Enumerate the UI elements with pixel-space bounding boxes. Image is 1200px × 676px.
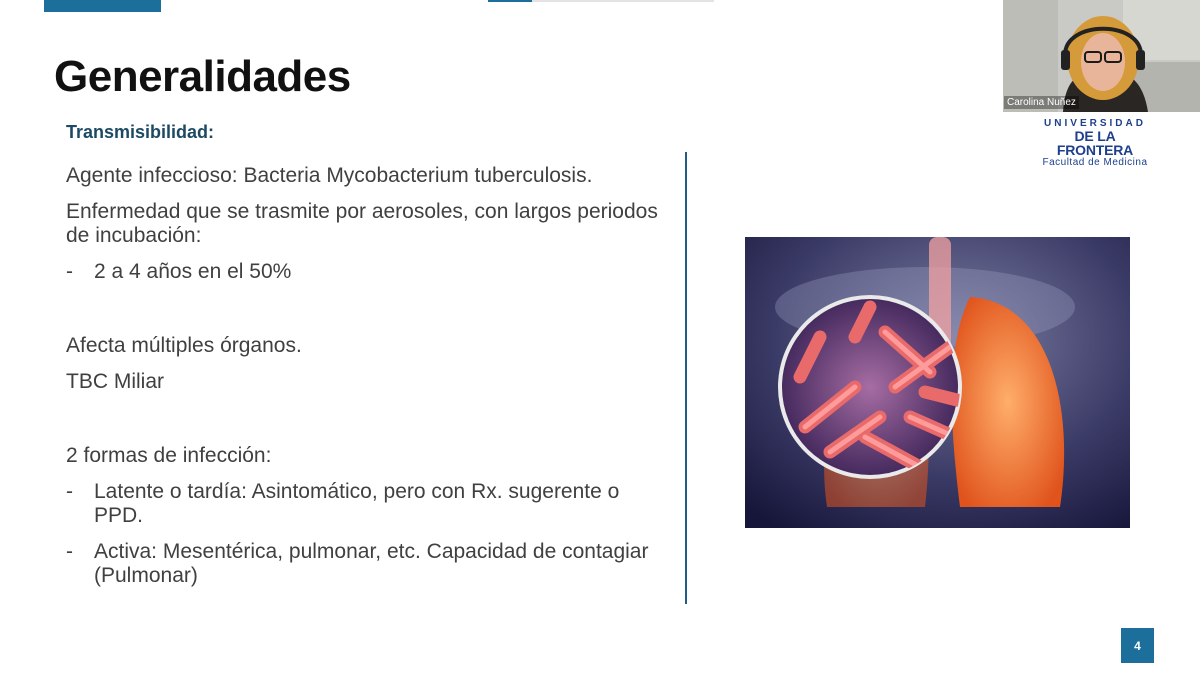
vertical-divider [685, 152, 687, 604]
top-progress-fill [488, 0, 532, 2]
logo-line-2: DE LA FRONTERA [1056, 128, 1134, 158]
bullet-dash: - [66, 540, 73, 563]
organs-text: Afecta múltiples órganos. [66, 334, 302, 357]
disease-text: Enfermedad que se trasmite por aerosoles, con largos periodos de incubación: [66, 200, 658, 247]
slide-body [66, 164, 666, 600]
list-item [66, 540, 666, 588]
bullet-dash: - [66, 260, 73, 283]
incubation-bullet: 2 a 4 años en el 50% [94, 260, 292, 283]
list-item [66, 260, 666, 284]
miliar-text: TBC Miliar [66, 370, 164, 393]
top-accent-bar [44, 0, 161, 12]
forms-text: 2 formas de infección: [66, 444, 272, 467]
agent-text: Agente infeccioso: Bacteria Mycobacterium tuberculosis. [66, 164, 593, 187]
university-logo [1036, 118, 1154, 169]
participant-name-label: Carolina Nuñez [1004, 96, 1079, 109]
slide-title: Generalidades [54, 52, 351, 101]
list-item [66, 480, 666, 528]
logo-line-1: UNIVERSIDAD [1044, 118, 1146, 129]
tuberculosis-illustration [745, 237, 1130, 528]
latent-bullet: Latente o tardía: Asintomático, pero con Rx. sugerente o PPD. [94, 480, 620, 527]
active-bullet: Activa: Mesentérica, pulmonar, etc. Capacidad de contagiar (Pulmonar) [94, 540, 649, 587]
bullet-dash: - [66, 480, 73, 503]
page-number-badge: 4 [1121, 628, 1154, 663]
logo-line-3: Facultad de Medicina [1042, 157, 1148, 168]
slide-subtitle: Transmisibilidad: [66, 122, 215, 142]
